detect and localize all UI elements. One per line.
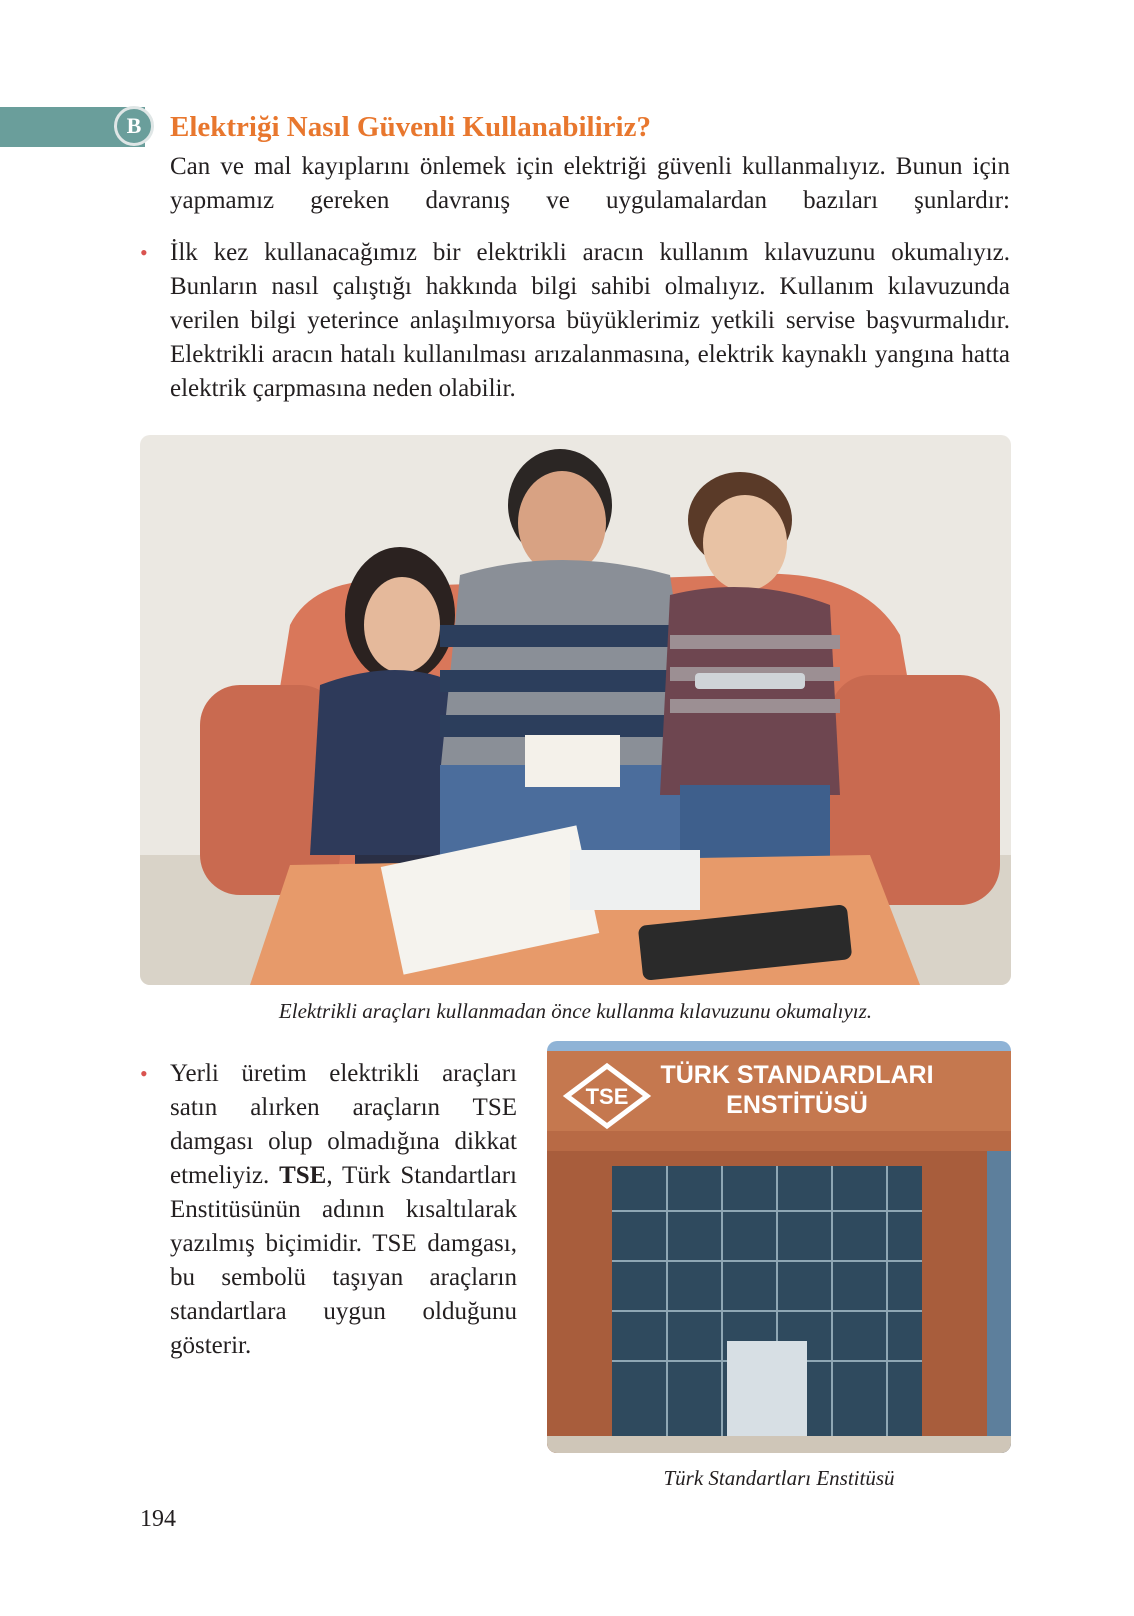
bullet-tse <box>170 1057 517 1363</box>
tse-photo-caption: Türk Standartları Enstitüsü <box>663 1466 895 1490</box>
tse-text-after: , Türk Standartları Enstitüsünün adının kısaltılarak yazılmış biçimidir. TSE damgası, bu sembolü taşıyan araçların standartlara uygun olduğunu gösterir. <box>170 1162 517 1359</box>
section-title: Elektriği Nasıl Güvenli Kullanabiliriz? <box>170 111 651 143</box>
tse-bold: TSE <box>279 1162 327 1189</box>
page-number: 194 <box>140 1506 176 1532</box>
family-photo-caption: Elektrikli araçları kullanmadan önce kullanma kılavuzunu okumalıyız. <box>278 999 873 1023</box>
tse-logo-text: TSE <box>585 1084 629 1109</box>
family-reading-manual-photo <box>140 435 1011 985</box>
tse-sign-line1: TÜRK STANDARDLARI <box>660 1061 934 1089</box>
section-badge: B <box>114 106 154 146</box>
intro-paragraph: Can ve mal kayıplarını önlemek için elektriği güvenli kullanmalıyız. Bunun için yapmamız gereken davranış ve uygulamalardan bazıları şunlardır: <box>170 153 1010 214</box>
tse-text-before: Yerli üretim elektrikli araçları satın alırken araçların TSE damgası olup olmadığına dikkat etmeliyiz. <box>170 1060 517 1189</box>
tse-sign-line2: ENSTİTÜSÜ <box>726 1091 868 1119</box>
bullet-manual: • İlk kez kullanacağımız bir elektrikli aracın kullanım kılavuzunu okumalıyız. Bunların nasıl çalıştığı hakkında bilgi sahibi olmalıyız. Kullanım kılavuzunda verilen bilgi yeterince anlaşılmıyorsa büyüklerimiz yetkili servise başvurmalıdır. Elektrikli aracın hatalı kullanılması arızalanmasına, elektrik kaynaklı yangına hatta elektrik çarpmasına neden olabilir. <box>170 236 1010 406</box>
tse-building-photo <box>547 1041 1011 1453</box>
